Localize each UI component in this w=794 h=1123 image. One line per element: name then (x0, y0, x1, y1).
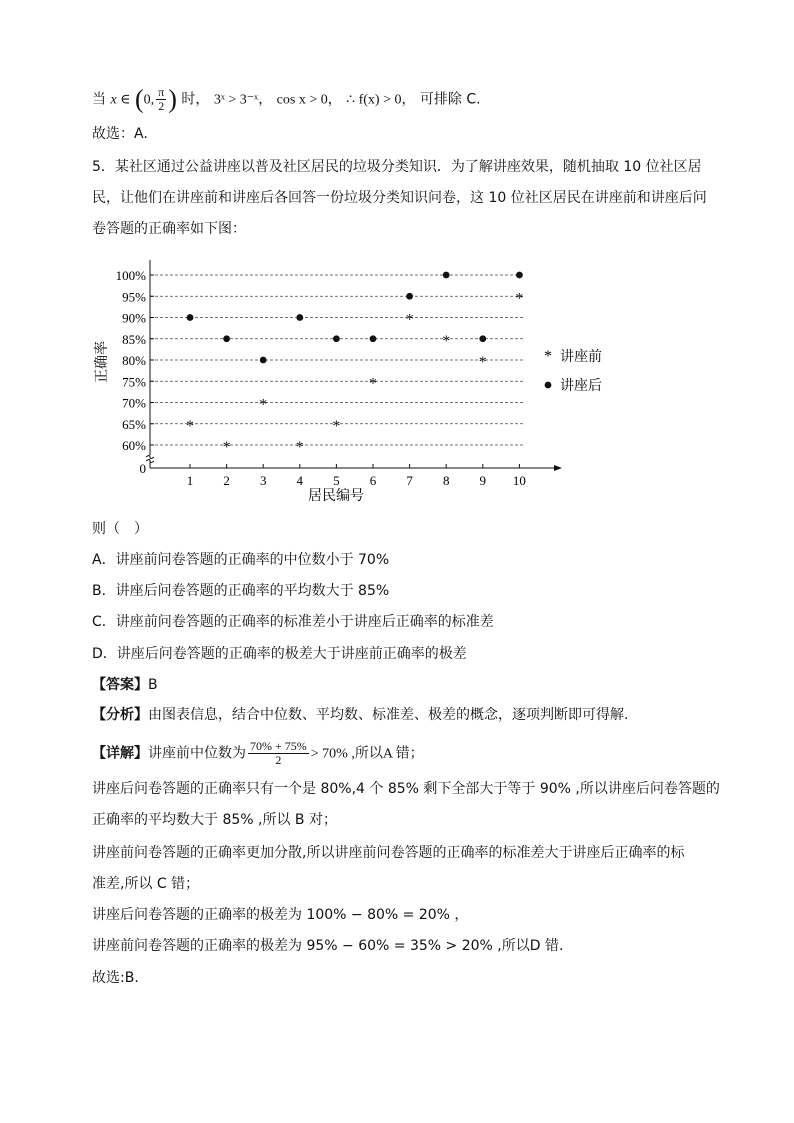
intro-ineq2: cos x > 0， (276, 92, 342, 108)
y-tick-label: 100% (115, 268, 146, 283)
option-a: A．讲座前问卷答题的正确率的中位数小于 70% (92, 552, 390, 568)
intro-prefix: 当 (92, 91, 106, 108)
after-point (333, 335, 340, 342)
intro-line: 当 x ∈ (0, $\frac{\pi}{2}$ ) 时， 3ˣ > 3⁻ˣ， cos x > 0， ∴ f(x) > 0， 可排除 C. (92, 84, 481, 114)
detail-line-3: 正确率的平均数大于 85% ,所以 B 对； (92, 812, 337, 828)
answer-value: B (148, 677, 158, 693)
choose-b: 故选:B. (92, 970, 139, 986)
legend-label-after: 讲座后 (560, 379, 602, 394)
chart-marks (186, 272, 523, 456)
intro-ineq1: 3ˣ > 3⁻ˣ， (213, 92, 273, 108)
before-point: * (222, 439, 231, 456)
detail-line-7: 讲座前问卷答题的正确率的极差为 95% − 60% = 35% > 20% ,所以D 错. (92, 938, 564, 954)
y-tick-label: 65% (122, 416, 146, 432)
detail-line-6: 讲座后问卷答题的正确率的极差为 100% − 80% = 20% ， (92, 907, 469, 923)
option-b: B．讲座后问卷答题的正确率的平均数大于 85% (92, 583, 390, 599)
after-point (406, 293, 413, 300)
axis-break-mark (146, 456, 154, 463)
x-tick-label: 4 (296, 473, 304, 488)
y-tick-label: 60% (122, 438, 146, 453)
median-fraction: $\frac{70\% + 75\%}{2}$ (250, 739, 307, 767)
chart-x-label: 居民编号 (308, 489, 364, 504)
detail-line-2: 讲座后问卷答题的正确率只有一个是 80%,4 个 85% 剩下全部大于等于 90% ,所以讲座后问卷答题的 (92, 781, 720, 797)
after-point (370, 335, 377, 342)
intro-after-interval: 时， (181, 91, 210, 108)
detail-post: > 70% ,所以A 错； (310, 746, 424, 762)
y-tick-label: 90% (122, 310, 146, 326)
y-tick-label: 80% (122, 353, 146, 368)
intro-ineq3: ∴ f(x) > 0， (346, 92, 416, 108)
y-tick-label: 0 (139, 461, 146, 476)
before-point: * (259, 396, 268, 414)
chart-axes (146, 260, 562, 471)
before-point: * (295, 439, 304, 456)
legend-symbol-before: * (544, 348, 552, 365)
before-point: * (332, 417, 341, 435)
intro-var-x: x (110, 92, 117, 108)
answer-label: 【答案】 (92, 677, 148, 693)
after-point (223, 335, 230, 342)
intro-in-symbol: ∈ (120, 92, 131, 108)
before-point: * (369, 375, 377, 393)
chart-legend (544, 348, 602, 394)
detail-line-4: 讲座前问卷答题的正确率更加分散,所以讲座前问卷答题的正确率的标准差大于讲座后正确率的标 (92, 845, 685, 861)
x-tick-label: 2 (223, 473, 230, 488)
intro-tail: 可排除 C. (419, 91, 481, 108)
y-tick-label: 70% (122, 395, 146, 411)
legend-symbol-after (545, 382, 552, 389)
interval-left: 0, (143, 92, 155, 108)
chart-y-label: 正确率 (95, 341, 110, 383)
answer-line (92, 675, 158, 695)
after-point (296, 314, 303, 321)
choose-a: 故选：A. (92, 126, 148, 142)
before-point: * (515, 290, 524, 308)
x-tick-label: 5 (333, 473, 340, 488)
detail-pre: 讲座前中位数为 (148, 745, 246, 762)
option-c: C．讲座前问卷答题的正确率的标准差小于讲座后正确率的标准差 (92, 614, 494, 630)
x-tick-label: 7 (406, 473, 413, 488)
analysis-line (92, 705, 628, 725)
before-point: * (186, 417, 194, 435)
y-tick-label: 85% (122, 331, 146, 347)
detail-label: 【详解】 (92, 745, 148, 762)
x-tick-label: 10 (512, 473, 526, 488)
question-line-1: 5．某社区通过公益讲座以普及社区居民的垃圾分类知识．为了解讲座效果，随机抽取 10 位社区居 (92, 159, 702, 175)
y-tick-label: 95% (122, 289, 146, 305)
y-tick-label: 75% (122, 374, 146, 390)
after-point (260, 357, 267, 364)
before-point: * (478, 354, 487, 371)
detail-line-1 (92, 740, 424, 767)
after-point (479, 335, 486, 342)
x-tick-label: 9 (479, 473, 487, 488)
question-line-2: 民，让他们在讲座前和讲座后各回答一份垃圾分类知识问卷，这 10 位社区居民在讲座前和讲座后问 (92, 190, 707, 206)
legend-label-before: 讲座前 (560, 350, 602, 365)
before-point: * (442, 332, 451, 350)
question-line-3: 卷答题的正确率如下图： (92, 221, 246, 237)
x-axis-arrow (554, 465, 562, 471)
after-point (516, 272, 523, 279)
option-d: D．讲座后问卷答题的正确率的极差大于讲座前正确率的极差 (92, 646, 467, 662)
before-point: * (405, 311, 414, 329)
after-point (443, 272, 450, 279)
x-tick-label: 1 (186, 473, 194, 488)
detail-line-5: 准差,所以 C 错； (92, 876, 200, 892)
analysis-text: 由图表信息，结合中位数、平均数、标准差、极差的概念，逐项判断即可得解. (148, 707, 629, 723)
x-tick-label: 3 (259, 473, 267, 488)
analysis-label: 【分析】 (92, 707, 148, 723)
chart-y-ticks (116, 268, 154, 476)
pi-over-two: $\frac{\pi}{2}$ (158, 85, 165, 113)
after-point (187, 314, 194, 321)
then-line: 则（ ） (92, 521, 148, 537)
x-tick-label: 6 (369, 473, 377, 488)
scatter-chart (92, 252, 632, 512)
x-tick-label: 8 (442, 473, 450, 488)
